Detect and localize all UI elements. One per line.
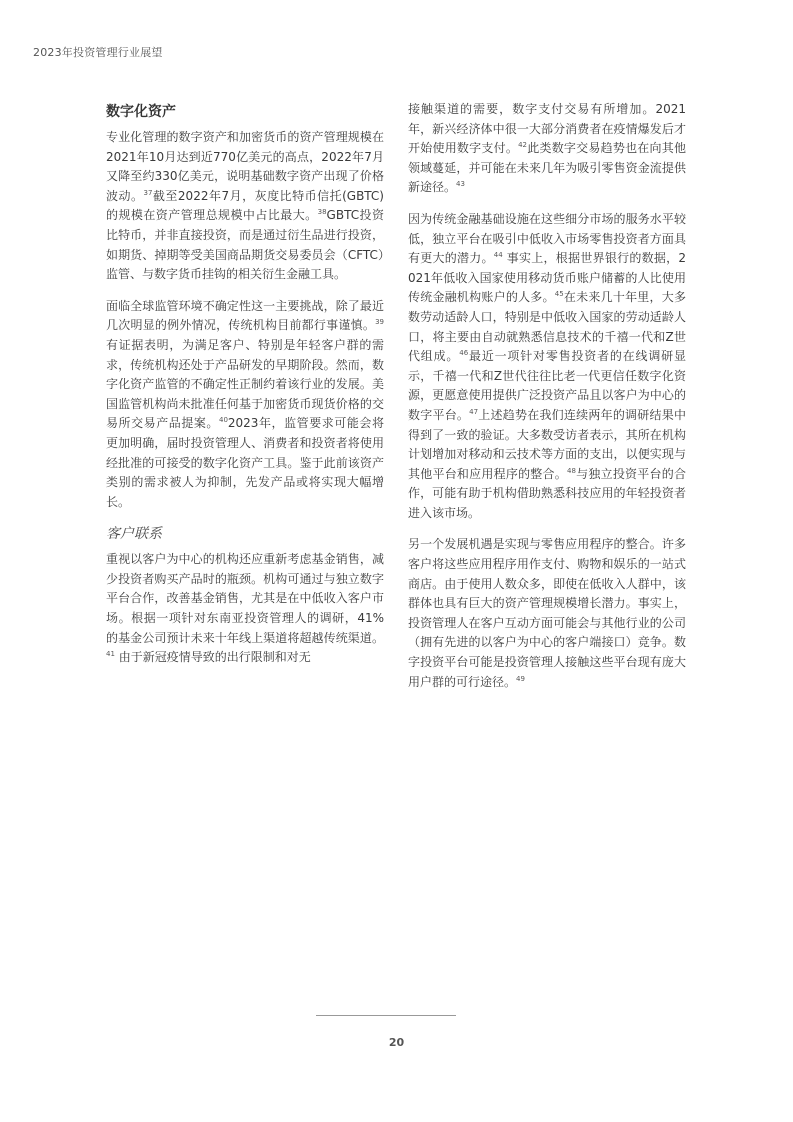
footnote-ref-42[interactable]: 42 <box>518 141 527 150</box>
text-run: 面临全球监管环境不确定性这一主要挑战，除了最近几次明显的例外情况，传统机构目前都行事谨慎。 <box>106 298 384 333</box>
footnote-ref-44[interactable]: 44 <box>493 251 503 260</box>
paragraph-right-1 <box>408 100 686 198</box>
text-run: 另一个发展机遇是实现与零售应用程序的整合。许多客户将这些应用程序用作支付、购物和娱乐的一站式商店。由于使用人数众多，即使在低收入人群中，该群体也具有巨大的资产管理规模增长潜力。事实上，投资管理人在客户互动方面可能会与其他行业的公司（拥有先进的以客户为中心的客户端接口）竞争。数字投资平台可能是投资管理人接触这些平台现有庞大用户群的可行途径。 <box>408 537 686 689</box>
footnote-ref-39[interactable]: 39 <box>375 318 384 327</box>
text-run: 与独立投资平台的合作，可能有助于机构借助熟悉科技应用的年轻投资者进入该市场。 <box>408 466 686 520</box>
text-run: 最近一项针对零售投资者的在线调研显示，千禧一代和Z世代往往比老一代更信任数字化资源，更愿意使用提供广泛投资产品且以客户为中心的数字平台。 <box>408 349 686 422</box>
paragraph-right-2 <box>408 210 686 524</box>
footnote-ref-47[interactable]: 47 <box>469 407 479 416</box>
text-run: 因为传统金融基础设施在这些细分市场的服务水平较低，独立平台在吸引中低收入市场零售投资者方面具有更大的潜力。 <box>408 211 686 266</box>
paragraph-digital-assets-2 <box>106 297 384 513</box>
footnote-ref-46[interactable]: 46 <box>459 349 469 358</box>
text-run: 有证据表明，为满足客户、特别是年轻客户群的需求，传统机构还处于产品研发的早期阶段。然而，数字化资产监管的不确定性正制约着该行业的发展。美国监管机构尚未批准任何基于加密货币现货价格的交易所交易产品提案。 <box>106 337 384 431</box>
text-run: 重视以客户为中心的机构还应重新考虑基金销售，减少投资者购买产品时的瓶颈。机构可通过与独立数字平台合作，改善基金销售，尤其是在中低收入客户市场。根据一项针对东南亚投资管理人的调研，41%的基金公司预计未来十年线上渠道将超越传统渠道。 <box>106 552 384 645</box>
footnote-ref-45[interactable]: 45 <box>554 290 564 299</box>
page-number: 20 <box>388 1036 405 1049</box>
paragraph-client-connection-1 <box>106 550 384 668</box>
footer-divider <box>316 1015 456 1016</box>
footnote-ref-38[interactable]: 38 <box>317 208 327 217</box>
text-run: 专业化管理的数字资产和加密货币的资产管理规模在2021年10月达到近770亿美元的高点，2022年7月又降至约330亿美元，说明基础数字资产出现了价格波动。 <box>106 130 384 203</box>
text-run: 事实上，根据世界银行的数据，2021年低收入国家使用移动货币账户储蓄的人比使用传统金融机构账户的人多。 <box>408 251 686 305</box>
text-run: 由于新冠疫情导致的出行限制和对无 <box>114 650 311 665</box>
text-run: 截至2022年7月，灰度比特币信托(GBTC)的规模在资产管理总规模中占比最大。 <box>106 188 384 223</box>
text-run: 在未来几十年里，大多数劳动适龄人口，特别是中低收入国家的劳动适龄人口，将主要由自动就熟悉信息技术的千禧一代和Z世代组成。 <box>408 290 686 364</box>
footnote-ref-48[interactable]: 48 <box>566 466 576 475</box>
running-header: 2023年投资管理行业展望 <box>33 46 163 59</box>
right-column <box>408 100 686 704</box>
footnote-ref-40[interactable]: 40 <box>218 416 228 425</box>
text-run: 此类数字交易趋势也在向其他领域蔓延，并可能在未来几年为吸引零售资金流提供新途径。 <box>408 141 686 195</box>
footnote-ref-41[interactable]: 41 <box>106 650 115 659</box>
paragraph-digital-assets-1 <box>106 128 384 285</box>
footnote-ref-43[interactable]: 43 <box>456 180 465 189</box>
footnote-ref-49[interactable]: 49 <box>516 674 525 683</box>
text-run: 2023年，监管要求可能会将更加明确，届时投资管理人、消费者和投资者将使用经批准的可接受的数字化资产工具。鉴于此前该资产类别的需求被人为抑制，先发产品或将实现大幅增长。 <box>106 416 384 509</box>
paragraph-right-3 <box>408 535 686 692</box>
text-run: 接触渠道的需要，数字支付交易有所增加。2021年，新兴经济体中很一大部分消费者在疫情爆发后才开始使用数字支付。 <box>408 102 686 156</box>
text-run: GBTC投资比特币，并非直接投资，而是通过衍生品进行投资，如期货、掉期等受美国商品期货交易委员会（CFTC）监管、与数字货币挂钩的相关衍生金融工具。 <box>106 208 384 282</box>
text-run: 上述趋势在我们连续两年的调研结果中得到了一致的验证。大多数受访者表示，其所在机构计划增加对移动和云技术等方面的支出，以便实现与其他平台和应用程序的整合。 <box>408 407 686 481</box>
left-column <box>106 100 384 680</box>
section-title-client-connection: 客户联系 <box>106 526 162 543</box>
section-title-digital-assets: 数字化资产 <box>106 104 176 120</box>
footnote-ref-37[interactable]: 37 <box>143 188 153 197</box>
